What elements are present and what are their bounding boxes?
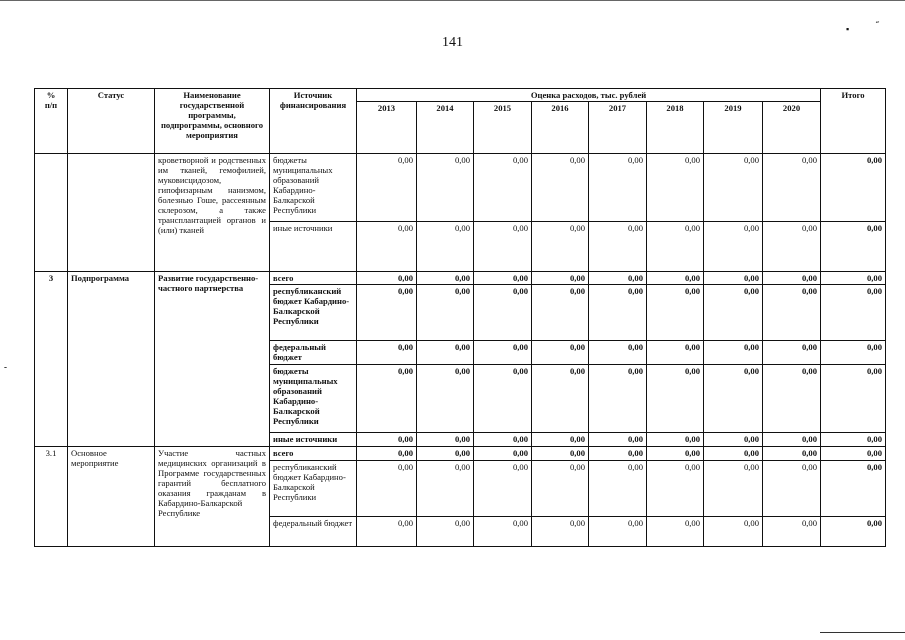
header-estimate: Оценка расходов, тыс. рублей xyxy=(357,89,821,102)
value-cell: 0,00 xyxy=(704,461,763,517)
program-name-cell: Развитие государственно-частного партнерства xyxy=(155,272,270,447)
scan-mark: ˝ xyxy=(876,20,879,30)
value-cell: 0,00 xyxy=(474,433,532,447)
value-cell: 0,00 xyxy=(357,341,417,365)
header-year: 2015 xyxy=(474,102,532,154)
value-cell: 0,00 xyxy=(417,461,474,517)
value-cell: 0,00 xyxy=(589,365,647,433)
source-cell: федеральный бюджет xyxy=(270,341,357,365)
value-cell: 0,00 xyxy=(704,517,763,547)
header-source: Источник финансирования xyxy=(270,89,357,154)
value-cell: 0,00 xyxy=(357,222,417,272)
value-cell: 0,00 xyxy=(357,285,417,341)
value-cell: 0,00 xyxy=(763,517,821,547)
value-cell: 0,00 xyxy=(704,222,763,272)
scan-mark: - xyxy=(4,362,7,372)
value-cell: 0,00 xyxy=(704,285,763,341)
value-cell: 0,00 xyxy=(532,433,589,447)
header-year: 2018 xyxy=(647,102,704,154)
value-cell: 0,00 xyxy=(474,341,532,365)
source-cell: республиканский бюджет Кабардино-Балкарской Республики xyxy=(270,461,357,517)
header-total: Итого xyxy=(821,89,886,154)
header-num: % п/п xyxy=(35,89,68,154)
value-cell: 0,00 xyxy=(532,461,589,517)
value-cell: 0,00 xyxy=(763,272,821,285)
value-cell: 0,00 xyxy=(589,285,647,341)
status-cell: Подпрограмма xyxy=(68,272,155,447)
header-year: 2016 xyxy=(532,102,589,154)
value-cell: 0,00 xyxy=(589,447,647,461)
value-cell: 0,00 xyxy=(474,272,532,285)
total-cell: 0,00 xyxy=(821,154,886,222)
value-cell: 0,00 xyxy=(763,341,821,365)
value-cell: 0,00 xyxy=(763,447,821,461)
value-cell: 0,00 xyxy=(763,433,821,447)
budget-table xyxy=(34,88,886,547)
value-cell: 0,00 xyxy=(417,517,474,547)
total-cell: 0,00 xyxy=(821,461,886,517)
program-name-cell: Участие частных медицинских организаций в Программе государственных гарантий бесплатного оказания гражданам в Кабардино-Балкарской Республике xyxy=(155,447,270,547)
header-year: 2020 xyxy=(763,102,821,154)
value-cell: 0,00 xyxy=(704,447,763,461)
value-cell: 0,00 xyxy=(357,447,417,461)
value-cell: 0,00 xyxy=(417,365,474,433)
scan-edge-bottom xyxy=(820,632,905,633)
total-cell: 0,00 xyxy=(821,222,886,272)
value-cell: 0,00 xyxy=(589,461,647,517)
source-cell: иные источники xyxy=(270,222,357,272)
value-cell: 0,00 xyxy=(704,154,763,222)
value-cell: 0,00 xyxy=(704,341,763,365)
header-status: Статус xyxy=(68,89,155,154)
program-name-cell: кроветворной и родственных им тканей, гемофилией, муковисцидозом, гипофизарным нанизмом, болезнью Гоше, рассеянным склерозом, а также трансплантацией органов и (или) тканей xyxy=(155,154,270,272)
value-cell: 0,00 xyxy=(647,341,704,365)
value-cell: 0,00 xyxy=(474,461,532,517)
value-cell: 0,00 xyxy=(532,222,589,272)
value-cell: 0,00 xyxy=(417,272,474,285)
value-cell: 0,00 xyxy=(704,272,763,285)
value-cell: 0,00 xyxy=(763,154,821,222)
value-cell: 0,00 xyxy=(357,365,417,433)
value-cell: 0,00 xyxy=(647,365,704,433)
source-cell: всего xyxy=(270,272,357,285)
value-cell: 0,00 xyxy=(474,222,532,272)
value-cell: 0,00 xyxy=(763,461,821,517)
value-cell: 0,00 xyxy=(704,433,763,447)
status-cell: Основное мероприятие xyxy=(68,447,155,547)
value-cell: 0,00 xyxy=(589,517,647,547)
value-cell: 0,00 xyxy=(532,517,589,547)
value-cell: 0,00 xyxy=(763,285,821,341)
value-cell: 0,00 xyxy=(357,433,417,447)
value-cell: 0,00 xyxy=(647,447,704,461)
header-year: 2013 xyxy=(357,102,417,154)
value-cell: 0,00 xyxy=(357,461,417,517)
value-cell: 0,00 xyxy=(589,154,647,222)
source-cell: бюджеты муниципальных образований Кабардино-Балкарской Республики xyxy=(270,365,357,433)
header-year: 2019 xyxy=(704,102,763,154)
source-cell: иные источники xyxy=(270,433,357,447)
source-cell: бюджеты муниципальных образований Кабардино-Балкарской Республики xyxy=(270,154,357,222)
total-cell: 0,00 xyxy=(821,341,886,365)
value-cell: 0,00 xyxy=(704,365,763,433)
header-name: Наименование государственной программы, подпрограммы, основного мероприятия xyxy=(155,89,270,154)
value-cell: 0,00 xyxy=(763,222,821,272)
value-cell: 0,00 xyxy=(417,447,474,461)
scan-edge-top xyxy=(0,0,905,1)
value-cell: 0,00 xyxy=(647,433,704,447)
source-cell: всего xyxy=(270,447,357,461)
value-cell: 0,00 xyxy=(532,447,589,461)
value-cell: 0,00 xyxy=(417,222,474,272)
value-cell: 0,00 xyxy=(532,285,589,341)
total-cell: 0,00 xyxy=(821,447,886,461)
value-cell: 0,00 xyxy=(647,272,704,285)
value-cell: 0,00 xyxy=(417,433,474,447)
page-number: 141 xyxy=(442,35,463,50)
value-cell: 0,00 xyxy=(589,222,647,272)
value-cell: 0,00 xyxy=(417,285,474,341)
value-cell: 0,00 xyxy=(589,341,647,365)
value-cell: 0,00 xyxy=(417,341,474,365)
value-cell: 0,00 xyxy=(474,285,532,341)
scan-mark: ▪ xyxy=(846,24,850,34)
value-cell: 0,00 xyxy=(647,517,704,547)
value-cell: 0,00 xyxy=(474,447,532,461)
num-cell xyxy=(35,154,68,272)
total-cell: 0,00 xyxy=(821,285,886,341)
status-cell xyxy=(68,154,155,272)
total-cell: 0,00 xyxy=(821,517,886,547)
value-cell: 0,00 xyxy=(474,517,532,547)
source-cell: федеральный бюджет xyxy=(270,517,357,547)
value-cell: 0,00 xyxy=(647,154,704,222)
value-cell: 0,00 xyxy=(647,461,704,517)
value-cell: 0,00 xyxy=(474,365,532,433)
value-cell: 0,00 xyxy=(532,272,589,285)
value-cell: 0,00 xyxy=(532,341,589,365)
header-year: 2017 xyxy=(589,102,647,154)
value-cell: 0,00 xyxy=(357,517,417,547)
value-cell: 0,00 xyxy=(357,272,417,285)
total-cell: 0,00 xyxy=(821,365,886,433)
num-cell: 3.1 xyxy=(35,447,68,547)
value-cell: 0,00 xyxy=(532,365,589,433)
value-cell: 0,00 xyxy=(532,154,589,222)
value-cell: 0,00 xyxy=(589,433,647,447)
num-cell: 3 xyxy=(35,272,68,447)
value-cell: 0,00 xyxy=(763,365,821,433)
total-cell: 0,00 xyxy=(821,272,886,285)
value-cell: 0,00 xyxy=(474,154,532,222)
header-year: 2014 xyxy=(417,102,474,154)
total-cell: 0,00 xyxy=(821,433,886,447)
source-cell: республиканский бюджет Кабардино-Балкарской Республики xyxy=(270,285,357,341)
value-cell: 0,00 xyxy=(417,154,474,222)
value-cell: 0,00 xyxy=(647,222,704,272)
value-cell: 0,00 xyxy=(357,154,417,222)
value-cell: 0,00 xyxy=(647,285,704,341)
value-cell: 0,00 xyxy=(589,272,647,285)
